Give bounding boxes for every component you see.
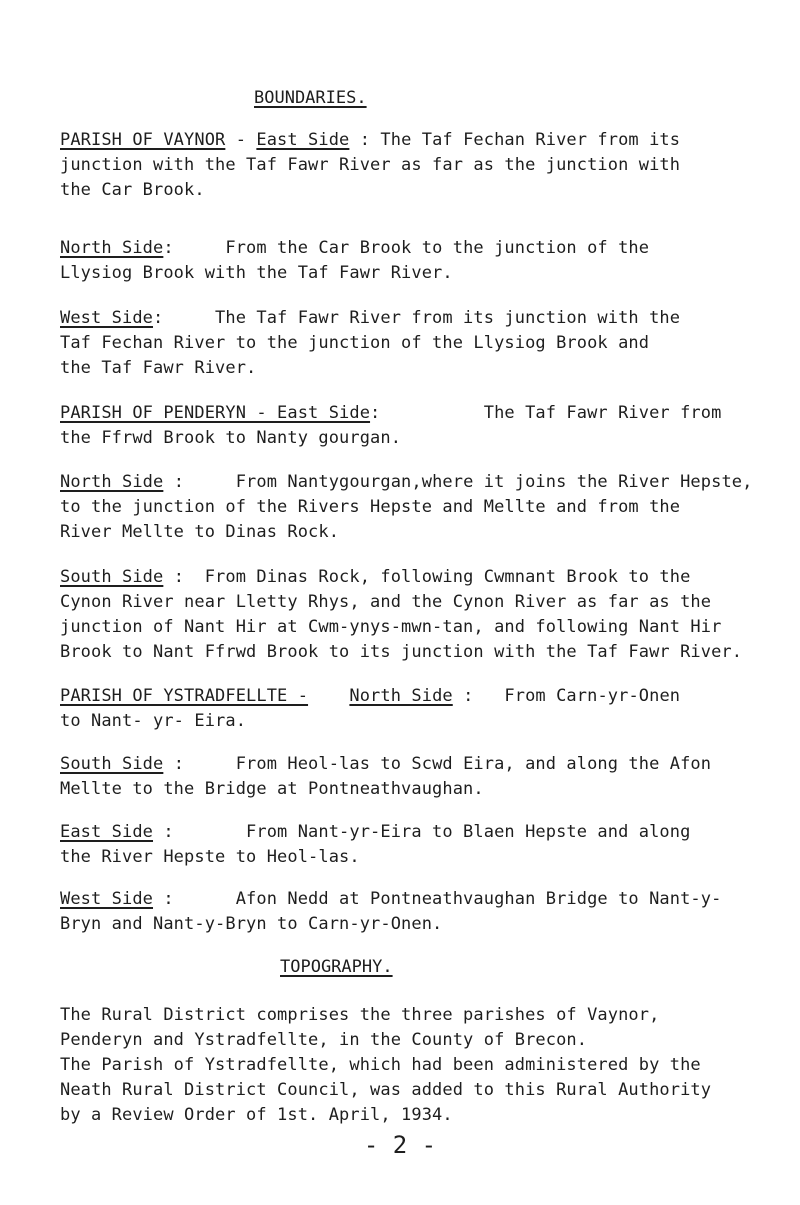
ystradfellte-south-label: South Side [60,754,164,774]
ystradfellte-north-line2: to Nant- yr- Eira. [60,711,247,731]
ystradfellte-north-label: North Side [349,686,453,706]
penderyn-parish-title: PARISH OF PENDERYN - East Side [60,403,371,423]
topography-line2: Penderyn and Ystradfellte, in the County of Brecon. [60,1030,588,1050]
ystradfellte-south-text: : From Heol-las to Scwd Eira, and along the Afon [163,754,712,774]
vaynor-west-line3: the Taf Fawr River. [60,358,257,378]
ystradfellte-west-line2: Bryn and Nant-y-Bryn to Carn-yr-Onen. [60,914,443,934]
vaynor-north-text: : From the Car Brook to the junction of the [163,238,650,258]
vaynor-north-line1 [60,236,649,261]
vaynor-north-line2: Llysiog Brook with the Taf Fawr River. [60,263,453,283]
ystradfellte-west-text: : Afon Nedd at Pontneathvaughan Bridge to Nant-y- [153,889,722,909]
penderyn-south-line4: Brook to Nant Ffrwd Brook to its junction with the Taf Fawr River. [60,642,743,662]
penderyn-south-line3: junction of Nant Hir at Cwm-ynys-mwn-tan, and following Nant Hir [60,617,722,637]
vaynor-west-label: West Side [60,308,154,328]
vaynor-west-line2: Taf Fechan River to the junction of the Llysiog Brook and [60,333,650,353]
boundaries-heading: BOUNDARIES. [254,88,367,108]
vaynor-west-line1 [60,306,680,331]
penderyn-south-line1 [60,565,690,590]
penderyn-south-text: : From Dinas Rock, following Cwmnant Brook to the [163,567,691,587]
penderyn-north-line1 [60,470,752,495]
penderyn-south-line2: Cynon River near Lletty Rhys, and the Cynon River as far as the [60,592,712,612]
ystradfellte-parish-title: PARISH OF YSTRADFELLTE - [60,686,309,706]
ystradfellte-west-label: West Side [60,889,154,909]
penderyn-south-label: South Side [60,567,164,587]
vaynor-east-label: East Side [256,130,350,150]
topography-line3: The Parish of Ystradfellte, which had been administered by the [60,1055,701,1075]
ystradfellte-south-line1 [60,752,711,777]
topography-line4: Neath Rural District Council, was added to this Rural Authority [60,1080,712,1100]
vaynor-east-line3: the Car Brook. [60,180,205,200]
penderyn-north-label: North Side [60,472,164,492]
penderyn-east-line1 [60,401,721,426]
vaynor-parish-title: PARISH OF VAYNOR [60,130,226,150]
ystradfellte-east-label: East Side [60,822,154,842]
vaynor-north-label: North Side [60,238,164,258]
ystradfellte-north-line1 [60,684,680,709]
ystradfellte-south-line2: Mellte to the Bridge at Pontneathvaughan. [60,779,484,799]
vaynor-west-text: : The Taf Fawr River from its junction with the [153,308,681,328]
ystradfellte-west-line1 [60,887,721,912]
penderyn-north-line2: to the junction of the Rivers Hepste and Mellte and from the [60,497,681,517]
topography-heading: TOPOGRAPHY. [280,957,393,977]
vaynor-east-side-line1: PARISH OF VAYNOR - East Side : The Taf Fechan River from its [60,130,681,150]
ystradfellte-east-line1 [60,820,690,845]
penderyn-north-line3: River Mellte to Dinas Rock. [60,522,340,542]
penderyn-east-line2: the Ffrwd Brook to Nanty gourgan. [60,428,402,448]
topography-line1: The Rural District comprises the three parishes of Vaynor, [60,1005,660,1025]
topography-line5: by a Review Order of 1st. April, 1934. [60,1105,453,1125]
ystradfellte-east-line2: the River Hepste to Heol-las. [60,847,360,867]
penderyn-north-text: : From Nantygourgan,where it joins the River Hepste, [163,472,753,492]
ystradfellte-east-text: : From Nant-yr-Eira to Blaen Hepste and along [153,822,691,842]
page-number: - 2 - [363,1131,437,1159]
vaynor-east-line2: junction with the Taf Fawr River as far as the junction with [60,155,681,175]
vaynor-east-text: : The Taf Fechan River from its [349,130,681,150]
ystradfellte-north-text: : From Carn-yr-Onen [452,686,681,706]
penderyn-east-text: : The Taf Fawr River from [370,403,722,423]
